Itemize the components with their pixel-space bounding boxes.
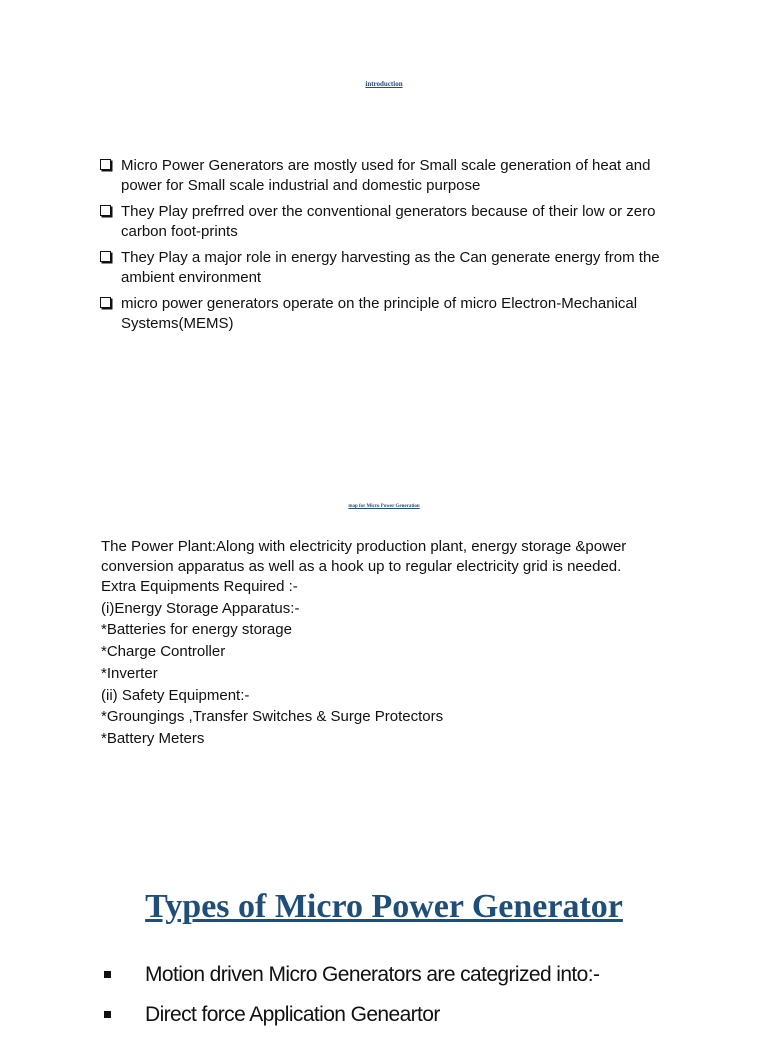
checkbox-bullet-icon: [100, 251, 111, 262]
list-item: [100, 248, 670, 287]
list-item: [100, 1002, 599, 1028]
list-item: [100, 294, 670, 333]
bullet-text: They Play prefrred over the conventional generators because of their low or zero carbon foot-prints: [121, 203, 656, 240]
checkbox-bullet-icon: [100, 159, 111, 170]
checkbox-bullet-icon: [100, 205, 111, 216]
list-item: [100, 156, 670, 195]
list-item: [100, 202, 670, 241]
bullet-text: Motion driven Micro Generators are categrized into:-: [145, 963, 600, 986]
bullet-text: Direct force Application Geneartor: [145, 1003, 440, 1026]
equipment-line: *Inverter: [101, 664, 158, 682]
map-heading[interactable]: map for Micro Power Generation: [348, 504, 420, 509]
bullet-text: They Play a major role in energy harvesting as the Can generate energy from the ambient environment: [121, 249, 660, 286]
bullet-text: micro power generators operate on the principle of micro Electron-Mechanical Systems(MEMS): [121, 295, 638, 332]
introduction-heading[interactable]: introduction: [365, 80, 403, 88]
bullet-text: Micro Power Generators are mostly used for Small scale generation of heat and power for Small scale industrial and domestic purpose: [121, 157, 651, 194]
types-bullet-list: [100, 962, 599, 1042]
equipment-line: Extra Equipments Required :-: [101, 578, 298, 595]
equipment-line: *Groungings ,Transfer Switches & Surge Protectors: [101, 708, 444, 726]
list-item: [100, 962, 599, 988]
square-bullet-icon: [104, 971, 111, 978]
equipment-line: (ii) Safety Equipment:-: [101, 686, 250, 704]
equipment-line: (i)Energy Storage Apparatus:-: [101, 599, 300, 617]
equipment-line: *Battery Meters: [101, 729, 205, 747]
types-title: Types of Micro Power Generator: [145, 888, 623, 925]
equipment-line: *Charge Controller: [101, 643, 226, 661]
power-plant-paragraph: The Power Plant:Along with electricity production plant, energy storage &power conversion apparatus as well as a hook up to regular electricity grid is needed.: [101, 538, 627, 575]
square-bullet-icon: [104, 1011, 111, 1018]
checkbox-bullet-icon: [100, 297, 111, 308]
power-plant-section: [101, 537, 681, 750]
equipment-line: *Batteries for energy storage: [101, 621, 292, 639]
intro-bullet-list: [100, 156, 670, 340]
